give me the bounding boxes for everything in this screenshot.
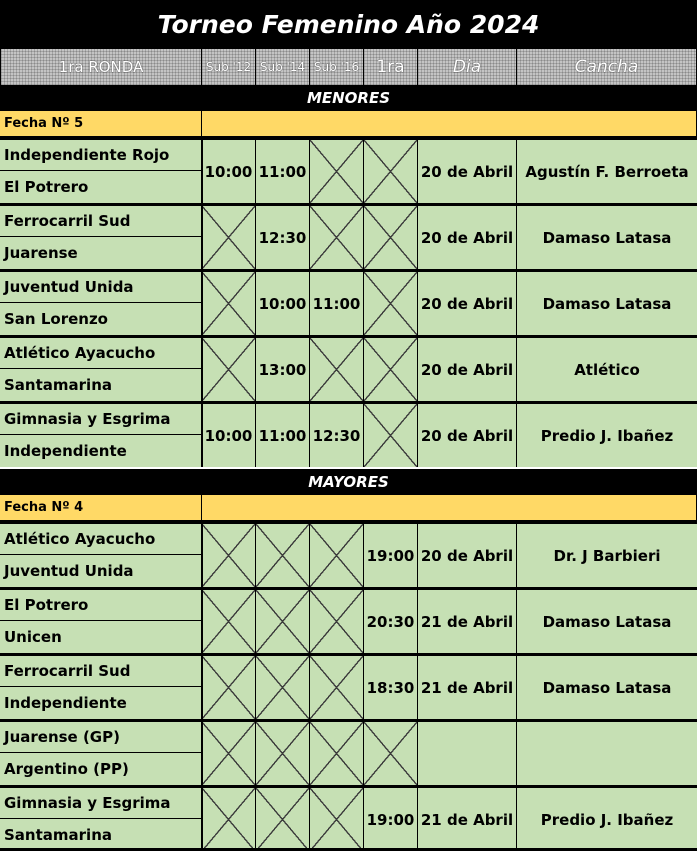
column-divider <box>201 524 203 587</box>
cancha-cell: Predio J. Ibañez <box>517 788 697 851</box>
team-home: Gimnasia y Esgrima <box>0 788 202 819</box>
team-away: Juventud Unida <box>0 555 202 587</box>
team-home: Ferrocarril Sud <box>0 206 202 237</box>
empty-cell <box>310 590 364 653</box>
cancha-cell: Damaso Latasa <box>517 272 697 335</box>
sub14-cell: 10:00 <box>256 272 310 335</box>
column-divider <box>201 590 203 653</box>
header-ronda: 1ra RONDA <box>0 48 202 85</box>
cancha-cell: Damaso Latasa <box>517 206 697 269</box>
sub16-cell: 11:00 <box>310 272 364 335</box>
dia-cell: 20 de Abril <box>418 404 517 467</box>
column-divider <box>201 788 203 851</box>
cancha-cell: Atlético <box>517 338 697 401</box>
column-divider <box>201 272 203 335</box>
section-title: MENORES <box>0 85 697 111</box>
fecha-label: Fecha Nº 5 <box>0 111 202 137</box>
empty-cell <box>202 590 256 653</box>
sub14-cell: 13:00 <box>256 338 310 401</box>
dia-cell: 20 de Abril <box>418 140 517 203</box>
empty-cell <box>364 206 418 269</box>
dia-cell: 20 de Abril <box>418 206 517 269</box>
empty-cell <box>256 722 310 785</box>
empty-cell <box>364 404 418 467</box>
header-primera: 1ra <box>364 48 418 85</box>
dia-cell: 20 de Abril <box>418 524 517 587</box>
team-away: Independiente <box>0 435 202 467</box>
sub16-cell: 12:30 <box>310 404 364 467</box>
sub14-cell: 12:30 <box>256 206 310 269</box>
empty-cell <box>310 788 364 851</box>
fecha-spacer <box>202 111 697 137</box>
section-title: MAYORES <box>0 469 697 495</box>
empty-cell <box>256 656 310 719</box>
team-away: Santamarina <box>0 819 202 851</box>
sub12-cell: 10:00 <box>202 140 256 203</box>
empty-cell <box>364 722 418 785</box>
cancha-cell <box>517 722 697 785</box>
empty-cell <box>310 140 364 203</box>
team-home: Gimnasia y Esgrima <box>0 404 202 435</box>
column-divider <box>201 404 203 467</box>
primera-cell: 20:30 <box>364 590 418 653</box>
primera-cell: 19:00 <box>364 788 418 851</box>
sub12-cell: 10:00 <box>202 404 256 467</box>
sub14-cell: 11:00 <box>256 404 310 467</box>
cancha-cell: Dr. J Barbieri <box>517 524 697 587</box>
header-sub16: Sub '16 <box>310 48 364 85</box>
header-cancha: Cancha <box>517 48 697 85</box>
team-away: San Lorenzo <box>0 303 202 335</box>
empty-cell <box>202 722 256 785</box>
page-title: Torneo Femenino Año 2024 <box>0 0 697 48</box>
dia-cell: 20 de Abril <box>418 338 517 401</box>
empty-cell <box>202 656 256 719</box>
team-home: Independiente Rojo <box>0 140 202 171</box>
team-away: Juarense <box>0 237 202 269</box>
empty-cell <box>202 338 256 401</box>
empty-cell <box>364 140 418 203</box>
team-home: Atlético Ayacucho <box>0 524 202 555</box>
empty-cell <box>310 656 364 719</box>
primera-cell: 19:00 <box>364 524 418 587</box>
empty-cell <box>202 272 256 335</box>
empty-cell <box>310 206 364 269</box>
dia-cell: 21 de Abril <box>418 590 517 653</box>
dia-cell: 21 de Abril <box>418 788 517 851</box>
header-sub12: Sub '12 <box>202 48 256 85</box>
column-divider <box>201 722 203 785</box>
fecha-label: Fecha Nº 4 <box>0 495 202 521</box>
column-divider <box>201 656 203 719</box>
team-away: Independiente <box>0 687 202 719</box>
header-dia: Dia <box>418 48 517 85</box>
empty-cell <box>202 524 256 587</box>
header-sub14: Sub '14 <box>256 48 310 85</box>
team-home: Juarense (GP) <box>0 722 202 753</box>
team-home: Juventud Unida <box>0 272 202 303</box>
empty-cell <box>202 206 256 269</box>
dia-cell <box>418 722 517 785</box>
empty-cell <box>310 722 364 785</box>
column-divider <box>201 206 203 269</box>
dia-cell: 20 de Abril <box>418 272 517 335</box>
empty-cell <box>202 788 256 851</box>
cancha-cell: Predio J. Ibañez <box>517 404 697 467</box>
column-divider <box>201 338 203 401</box>
team-away: Santamarina <box>0 369 202 401</box>
team-away: Argentino (PP) <box>0 753 202 785</box>
empty-cell <box>310 524 364 587</box>
empty-cell <box>364 338 418 401</box>
team-away: Unicen <box>0 621 202 653</box>
team-home: El Potrero <box>0 590 202 621</box>
team-home: Atlético Ayacucho <box>0 338 202 369</box>
empty-cell <box>256 788 310 851</box>
cancha-cell: Damaso Latasa <box>517 590 697 653</box>
empty-cell <box>256 524 310 587</box>
team-home: Ferrocarril Sud <box>0 656 202 687</box>
column-divider <box>201 140 203 203</box>
empty-cell <box>364 272 418 335</box>
empty-cell <box>310 338 364 401</box>
cancha-cell: Damaso Latasa <box>517 656 697 719</box>
fecha-spacer <box>202 495 697 521</box>
sub14-cell: 11:00 <box>256 140 310 203</box>
cancha-cell: Agustín F. Berroeta <box>517 140 697 203</box>
primera-cell: 18:30 <box>364 656 418 719</box>
dia-cell: 21 de Abril <box>418 656 517 719</box>
team-away: El Potrero <box>0 171 202 203</box>
empty-cell <box>256 590 310 653</box>
